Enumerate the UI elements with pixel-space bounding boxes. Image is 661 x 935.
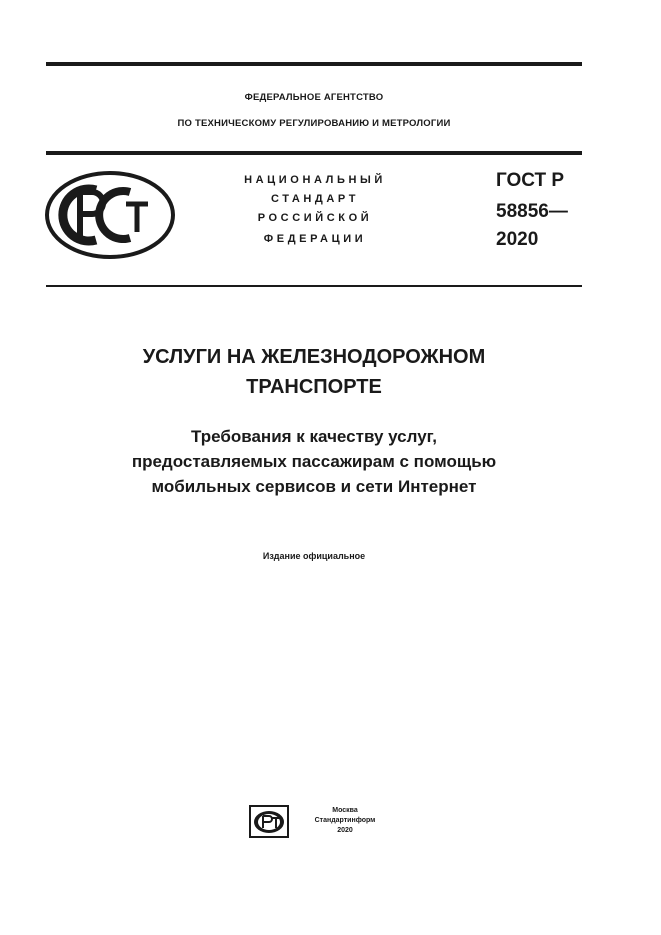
middle-rule xyxy=(46,151,582,155)
agency-line-1: ФЕДЕРАЛЬНОЕ АГЕНТСТВО xyxy=(244,92,384,103)
document-title-line-2: ТРАНСПОРТЕ xyxy=(246,376,382,398)
publisher-year: 2020 xyxy=(337,827,353,834)
top-rule xyxy=(46,62,582,66)
document-title-line-1: УСЛУГИ НА ЖЕЛЕЗНОДОРОЖНОМ xyxy=(142,346,486,368)
national-standard-line-2: СТАНДАРТ xyxy=(270,193,360,205)
standard-designation-line-1: ГОСТ Р xyxy=(496,170,565,191)
edition-label: Издание официальное xyxy=(262,551,366,561)
publisher-city: Москва xyxy=(332,807,358,814)
gost-r-certification-mark-icon xyxy=(44,170,176,260)
agency-line-2: ПО ТЕХНИЧЕСКОМУ РЕГУЛИРОВАНИЮ И МЕТРОЛОГИИ xyxy=(177,118,451,129)
national-standard-line-4: ФЕДЕРАЦИИ xyxy=(263,233,367,245)
document-subtitle-line-1: Требования к качеству услуг, xyxy=(191,427,437,446)
national-standard-line-1: НАЦИОНАЛЬНЫЙ xyxy=(244,174,386,186)
document-subtitle-line-2: предоставляемых пассажирам с помощью xyxy=(131,452,497,471)
publisher-name: Стандартинформ xyxy=(314,817,376,824)
standard-designation-line-2: 58856— xyxy=(496,201,568,222)
standard-designation-line-3: 2020 xyxy=(496,229,539,250)
standartinform-logo-icon xyxy=(249,805,289,838)
document-subtitle-line-3: мобильных сервисов и сети Интернет xyxy=(151,477,477,496)
bottom-rule xyxy=(46,285,582,287)
national-standard-line-3: РОССИЙСКОЙ xyxy=(257,212,373,224)
